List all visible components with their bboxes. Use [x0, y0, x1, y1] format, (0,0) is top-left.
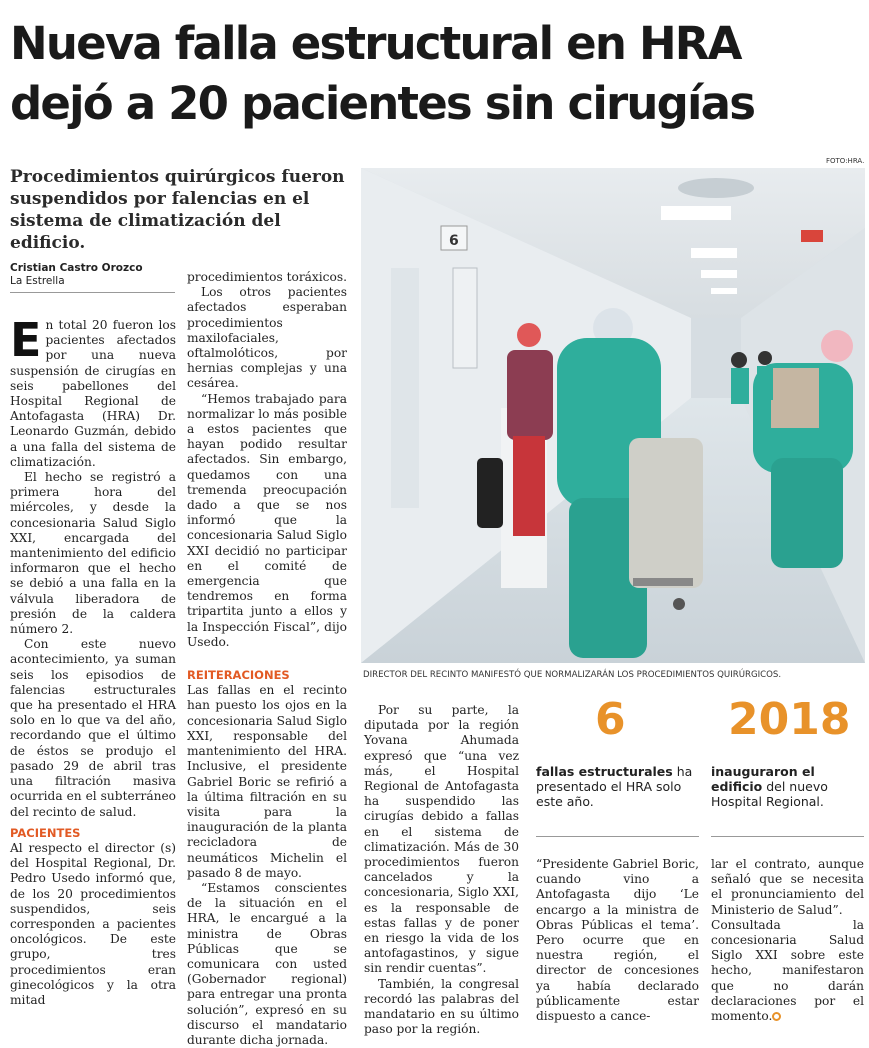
column-2	[187, 270, 347, 1048]
stat-number-fallas: 6	[595, 694, 626, 745]
col2-paragraph-3: “Hemos trabajado para normalizar lo más posible a estos pacientes que hayan podido resultar afectados. Sin embargo, quedamos con una tremenda preocupación dado a que se nos informó que la concesionaria Salud Siglo XXI decidió no participar en el comité de emergencia que tendremos en forma tripartita junto a ellos y la Inspección Fiscal”, dijo Usedo.	[187, 391, 347, 649]
column-5	[711, 857, 864, 1024]
byline	[10, 262, 175, 293]
stat-year-bold: inauguraron el edificio	[711, 764, 815, 794]
col1-paragraph-1: n total 20 fueron los pacientes afectados por una nueva suspensión de cirugías en seis pabellones del Hospital Regional de Antofagasta (HRA) Dr. Leonardo Guzmán, debido a una falla del sistema de climatización.	[10, 318, 176, 469]
headline-line-1: Nueva falla estructural en HRA	[10, 17, 741, 70]
author-name: Cristian Castro Orozco	[10, 262, 143, 274]
headline-line-2: dejó a 20 pacientes sin cirugías	[10, 77, 755, 130]
divider	[536, 836, 699, 837]
photo-caption: DIRECTOR DEL RECINTO MANIFESTÓ QUE NORMALIZARÁN LOS PROCEDIMIENTOS QUIRÚRGICOS.	[363, 670, 782, 680]
stat-fallas-bold: fallas estructurales	[536, 764, 673, 779]
col3-paragraph-1: Por su parte, la diputada por la región Yovana Ahumada expresó que “una vez más, el Hospital Regional de Antofagasta ha suspendido las cirugías debido a fallas en el sistema de climatización. Más de 30 procedimientos fueron cancelados y la concesionaria, Siglo XXI, es la responsable de estas fallas y de poner en riesgo la vida de los antofagastinos, y sigue sin rendir cuentas”.	[364, 703, 519, 976]
col1-paragraph-4: Al respecto el director (s) del Hospital Regional, Dr. Pedro Usedo informó que, de los 20 procedimientos suspendidos, seis corresponden a pacientes oncológicos. De este grupo, tres procedimientos eran ginecológicos y la otra mitad	[10, 840, 176, 1007]
col2-paragraph-4: Las fallas en el recinto han puesto los ojos en la concesionaria Salud Siglo XXI, responsable del mantenimiento del HRA. Inclusive, el presidente Gabriel Boric se refirió a la última filtración en su visita para la inauguración de la planta recicladora de neumáticos Michelin el pasado 8 de mayo.	[187, 683, 347, 880]
drop-cap: E	[10, 313, 42, 367]
author-outlet: La Estrella	[10, 275, 65, 287]
col2-paragraph-2: Los otros pacientes afectados esperaban procedimientos maxilofaciales, oftalmolóticos, por hernias complejas y una cesárea.	[187, 285, 347, 391]
column-3	[364, 703, 519, 1037]
subhead-reiteraciones: REITERACIONES	[187, 668, 290, 683]
subhead-pacientes: PACIENTES	[10, 825, 81, 840]
hospital-photo	[361, 168, 865, 663]
col1-paragraph-3: Con este nuevo acontecimiento, ya suman seis los episodios de falencias estructurales que ha presentado el HRA solo en lo que va del año, recordando que el último de éstos se produjo el pasado 29 de abril tras una filtración masiva ocurrida en el subterráneo del recinto de salud.	[10, 637, 176, 819]
stat-year-text: del nuevo Hospital Regional.	[711, 779, 828, 809]
col5-paragraph-2: Consultada la concesionaria Salud Siglo XXI sobre este hecho, manifestaron que no darán declaraciones por el momento.	[711, 917, 864, 1024]
stat-fallas	[536, 764, 706, 809]
col2-paragraph-1: procedimientos toráxicos.	[187, 270, 347, 284]
col4-paragraph-1: “Presidente Gabriel Boric, cuando vino a Antofagasta dijo ‘Le encargo a la ministra de Obras Públicas el tema’. Pero ocurre que en nuestra región, el director de concesiones ya había declarado públicamente estar dispuesto a cance-	[536, 857, 699, 1024]
col2-paragraph-5: “Estamos conscientes de la situación en el HRA, le encargué a la ministra de Obras Públicas que se comunicara con usted (Gobernador regional) para entregar una pronta solución”, expresó en su discurso el mandatario durante dicha jornada.	[187, 880, 347, 1047]
col1-paragraph-2: El hecho se registró a primera hora del miércoles, y desde la concesionaria Salud Siglo XXI, encargada del mantenimiento del edificio informaron que el hecho se debió a una falla en la válvula liberadora de presión de la caldera número 2.	[10, 470, 176, 637]
col5-paragraph-1: lar el contrato, aunque señaló que se necesita el pronunciamiento del Ministerio de Salud”.	[711, 857, 864, 917]
col3-paragraph-2: También, la congresal recordó las palabras del mandatario en su último paso por la región.	[364, 976, 519, 1037]
photo-credit: FOTO:HRA.	[826, 157, 865, 165]
stat-year	[711, 764, 861, 809]
end-mark-icon	[772, 1012, 781, 1021]
column-1	[10, 313, 176, 1008]
door-number-text: 6	[449, 233, 459, 249]
stat-fallas-text: ha presentado el HRA solo este año.	[536, 764, 693, 809]
divider	[711, 836, 864, 837]
column-4	[536, 857, 699, 1024]
headline	[10, 14, 860, 134]
stat-number-year: 2018	[728, 694, 851, 745]
deck: Procedimientos quirúrgicos fueron suspendidos por falencias en el sistema de climatización del edificio.	[10, 167, 345, 253]
